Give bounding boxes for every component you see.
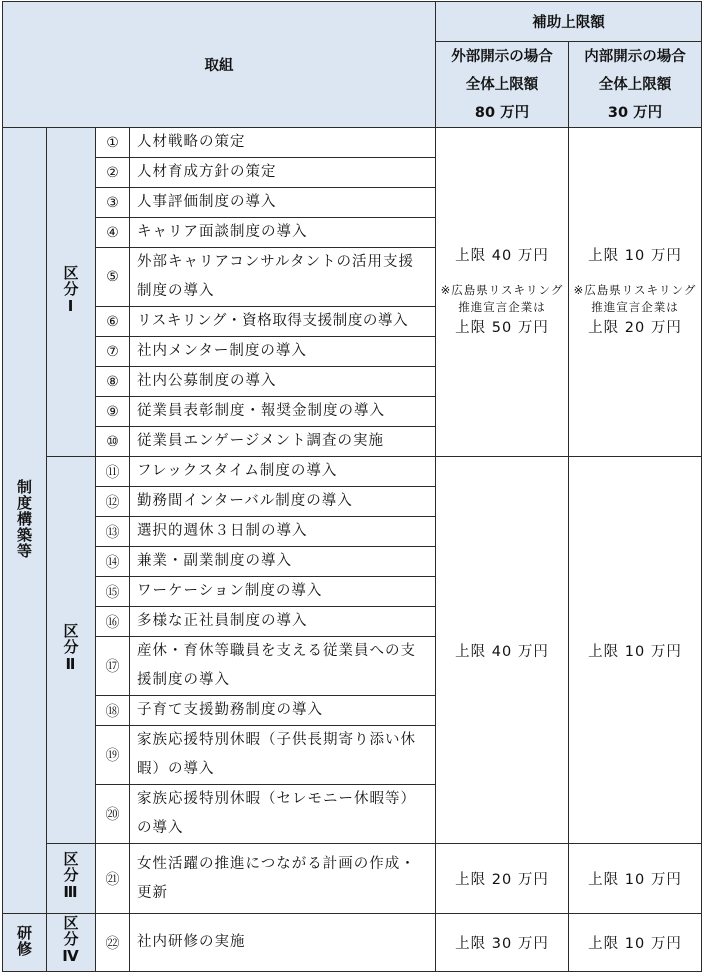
item-text: 兼業・副業制度の導入 [130,547,436,577]
header-external-line1: 外部開示の場合 [451,48,553,65]
kubun-2: 区分Ⅱ [47,457,96,844]
limit-k2-external: 上限 40 万円 [436,457,569,844]
limit-k4-internal: 上限 10 万円 [569,914,702,972]
item-number: ④ [96,218,130,248]
item-number: ⑧ [96,367,130,397]
subsidy-table [2,1,702,972]
item-number: ⑮ [96,577,130,607]
item-number: ① [96,128,130,158]
header-internal-line1: 内部開示の場合 [584,48,686,65]
item-text: 従業員エンゲージメント調査の実施 [130,427,436,457]
item-text: ワーケーション制度の導入 [130,577,436,607]
item-text: 家族応援特別休暇（子供長期寄り添い休暇）の導入 [130,726,436,785]
header-internal [569,42,702,128]
item-text: キャリア面談制度の導入 [130,218,436,248]
header-internal-line2: 全体上限額 [598,76,672,93]
item-number: ⑥ [96,307,130,337]
limit-note: ※広島県リスキリング推進宣言企業は [440,283,564,314]
kubun-4: 区分Ⅳ [47,914,96,972]
kubun-1: 区分Ⅰ [47,128,96,457]
header-torikumi: 取組 [3,2,436,128]
header-subsidy-limit: 補助上限額 [436,2,702,42]
item-text: 人材育成方針の策定 [130,158,436,188]
item-text: 人事評価制度の導入 [130,188,436,218]
item-number: ⑩ [96,427,130,457]
item-text: 産休・育休等職員を支える従業員への支援制度の導入 [130,637,436,696]
item-number: ㉑ [96,844,130,914]
item-number: ⑪ [96,457,130,487]
item-text: 選択的週休３日制の導入 [130,517,436,547]
item-number: ② [96,158,130,188]
item-number: ⑲ [96,726,130,785]
group-kenshu: 研修 [3,914,47,972]
item-text: 多様な正社員制度の導入 [130,607,436,637]
item-text: 社内メンター制度の導入 [130,337,436,367]
kubun-3: 区分Ⅲ [47,844,96,914]
group-seido: 制度構築等 [3,128,47,914]
limit-k1-internal [569,128,702,457]
limit-note: ※広島県リスキリング推進宣言企業は [573,283,697,314]
limit-k4-external: 上限 30 万円 [436,914,569,972]
item-text: フレックスタイム制度の導入 [130,457,436,487]
limit-value: 上限 10 万円 [588,248,682,264]
limit-special: 上限 50 万円 [455,320,549,336]
limit-k3-external: 上限 20 万円 [436,844,569,914]
item-number: ⑬ [96,517,130,547]
item-text: 子育て支援勤務制度の導入 [130,696,436,726]
item-text: 外部キャリアコンサルタントの活用支援制度の導入 [130,248,436,307]
limit-k2-internal: 上限 10 万円 [569,457,702,844]
header-external-line3: 80 万円 [474,104,530,121]
item-number: ⑤ [96,248,130,307]
header-external [436,42,569,128]
item-number: ⑨ [96,397,130,427]
item-number: ㉒ [96,914,130,972]
limit-k1-external [436,128,569,457]
item-number: ⑭ [96,547,130,577]
item-text: 勤務間インターバル制度の導入 [130,487,436,517]
item-text: 家族応援特別休暇（セレモニー休暇等）の導入 [130,785,436,844]
item-text: 人材戦略の策定 [130,128,436,158]
item-number: ⑳ [96,785,130,844]
header-internal-line3: 30 万円 [607,104,663,121]
item-number: ⑫ [96,487,130,517]
item-number: ⑰ [96,637,130,696]
limit-value: 上限 40 万円 [455,248,549,264]
item-text: 女性活躍の推進につながる計画の作成・更新 [130,844,436,914]
limit-k3-internal: 上限 10 万円 [569,844,702,914]
item-number: ⑯ [96,607,130,637]
header-external-line2: 全体上限額 [465,76,539,93]
item-number: ⑦ [96,337,130,367]
limit-special: 上限 20 万円 [588,320,682,336]
item-number: ③ [96,188,130,218]
item-text: 社内公募制度の導入 [130,367,436,397]
item-text: 従業員表彰制度・報奨金制度の導入 [130,397,436,427]
item-text: リスキリング・資格取得支援制度の導入 [130,307,436,337]
item-number: ⑱ [96,696,130,726]
item-text: 社内研修の実施 [130,914,436,972]
